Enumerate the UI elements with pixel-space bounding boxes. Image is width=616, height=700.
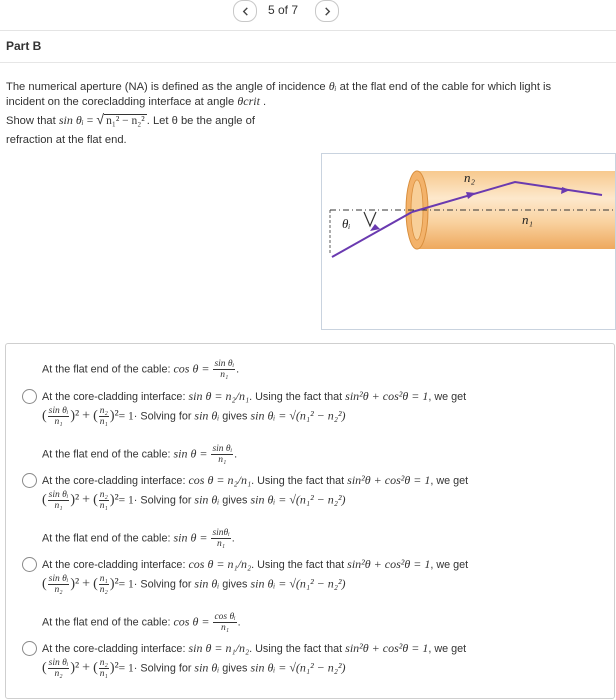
option-3-radio[interactable] [22,557,37,572]
option-solve-line: ( $\frac{\text{sin θᵢ}}{\text{n₁}}$ )² + ( $\frac{\text{n₂}}{\text{n₁}}$ )²= 1· Solving for sin θᵢ gives sin θᵢ = √(n₁² − n₂²) [42,490,346,511]
fraction-1: $\frac{\text{sin θᵢ}}{\text{n₁}}$ [48,406,69,427]
problem-line-1: The numerical aperture (NA) is defined as the angle of incidence θᵢ at the flat end of the cable for which light is [6,79,552,93]
top-navigation [0,0,616,30]
problem-line-3: Show that sin θᵢ = √ n₁² − n₂² . Let θ be the angle of [6,111,255,127]
fiber-optic-diagram [322,154,615,329]
option-core-line: At the core-cladding interface: cos θ = n₂/n₁. Using the fact that sin²θ + cos²θ = 1, we get [42,473,469,487]
option-solve-line: ( $\frac{\text{sin θᵢ}}{\text{n₁}}$ )² + ( $\frac{\text{n₂}}{\text{n₁}}$ )²= 1· Solving for sin θᵢ gives sin θᵢ = √(n₁² − n₂²) [42,406,346,427]
theta-i-symbol: θᵢ [328,79,337,93]
part-title: Part B [6,39,42,53]
divider [0,62,616,63]
answer-options [5,343,615,699]
fraction-2: $\frac{\text{n₂}}{\text{n₁}}$ [99,490,108,511]
flat-fraction: $\frac{\text{cos θᵢ}}{\text{n₁}}$ [214,612,236,633]
option-2-radio[interactable] [22,473,37,488]
fraction-1: $\frac{\text{sin θᵢ}}{\text{n₂}}$ [48,574,69,595]
sqrt-icon: √ [96,111,105,127]
figure-label-theta: θᵢ [342,216,351,231]
figure-label-n1: n₁ [522,212,534,227]
fraction-2: $\frac{\text{n₂}}{\text{n₁}}$ [99,406,108,427]
theta-crit-symbol: θcrit [237,94,260,108]
result-expression: sin θᵢ = √(n₁² − n₂²) [250,492,346,507]
fiber-optic-figure [321,153,616,330]
option-4-radio[interactable] [22,641,37,656]
fraction-1: $\frac{\text{sin θᵢ}}{\text{n₁}}$ [48,490,69,511]
fraction-2: $\frac{\text{n₁}}{\text{n₂}}$ [99,574,108,595]
problem-statement [6,79,606,147]
result-expression: sin θᵢ = √(n₁² − n₂²) [250,576,346,591]
option-flat-line: At the flat end of the cable: cos θ = $\frac{\text{sin θᵢ}}{\text{n₁}}$ . [42,359,240,380]
page-indicator: 5 of 7 [268,3,299,17]
option-core-line: At the core-cladding interface: sin θ = n₂/n₁. Using the fact that sin²θ + cos²θ = 1, we get [42,389,467,403]
option-1-radio[interactable] [22,389,37,404]
fraction-1: $\frac{\text{sin θᵢ}}{\text{n₂}}$ [48,658,69,679]
flat-fraction: $\frac{\text{sin θᵢ}}{\text{n₁}}$ [212,444,233,465]
prev-page-button[interactable] [233,0,257,22]
result-expression: sin θᵢ = √(n₁² − n₂²) [250,408,346,423]
problem-line-2: incident on the corecladding interface at angle θcrit . [6,94,267,108]
problem-line-4: refraction at the flat end. [6,134,127,146]
angle-arc-icon [364,212,376,226]
result-expression: sin θᵢ = √(n₁² − n₂²) [250,660,346,675]
option-core-line: At the core-cladding interface: sin θ = n₁/n₂. Using the fact that sin²θ + cos²θ = 1, we get [42,641,467,655]
option-solve-line: ( $\frac{\text{sin θᵢ}}{\text{n₂}}$ )² + ( $\frac{\text{n₂}}{\text{n₁}}$ )²= 1· Solving for sin θᵢ gives sin θᵢ = √(n₁² − n₂²) [42,658,346,679]
option-flat-line: At the flat end of the cable: cos θ = $\frac{\text{cos θᵢ}}{\text{n₁}}$ . [42,612,241,633]
sqrt-expression: n₁² − n₂² [106,115,145,127]
figure-label-n2: n₂ [464,170,476,185]
option-core-line: At the core-cladding interface: cos θ = n₁/n₂. Using the fact that sin²θ + cos²θ = 1, we get [42,557,469,571]
divider [0,30,616,31]
flat-fraction: $\frac{\text{sin θᵢ}}{\text{n₁}}$ [214,359,235,380]
next-page-button[interactable] [315,0,339,22]
flat-fraction: $\frac{\text{sinθᵢ}}{\text{n₁}}$ [212,528,230,549]
chevron-left-icon [241,7,250,16]
option-flat-line: At the flat end of the cable: sin θ = $\frac{\text{sinθᵢ}}{\text{n₁}}$ . [42,528,235,549]
chevron-right-icon [323,7,332,16]
option-solve-line: ( $\frac{\text{sin θᵢ}}{\text{n₂}}$ )² + ( $\frac{\text{n₁}}{\text{n₂}}$ )²= 1· Solving for sin θᵢ gives sin θᵢ = √(n₁² − n₂²) [42,574,346,595]
fraction-2: $\frac{\text{n₂}}{\text{n₁}}$ [99,658,108,679]
option-flat-line: At the flat end of the cable: sin θ = $\frac{\text{sin θᵢ}}{\text{n₁}}$ . [42,444,238,465]
